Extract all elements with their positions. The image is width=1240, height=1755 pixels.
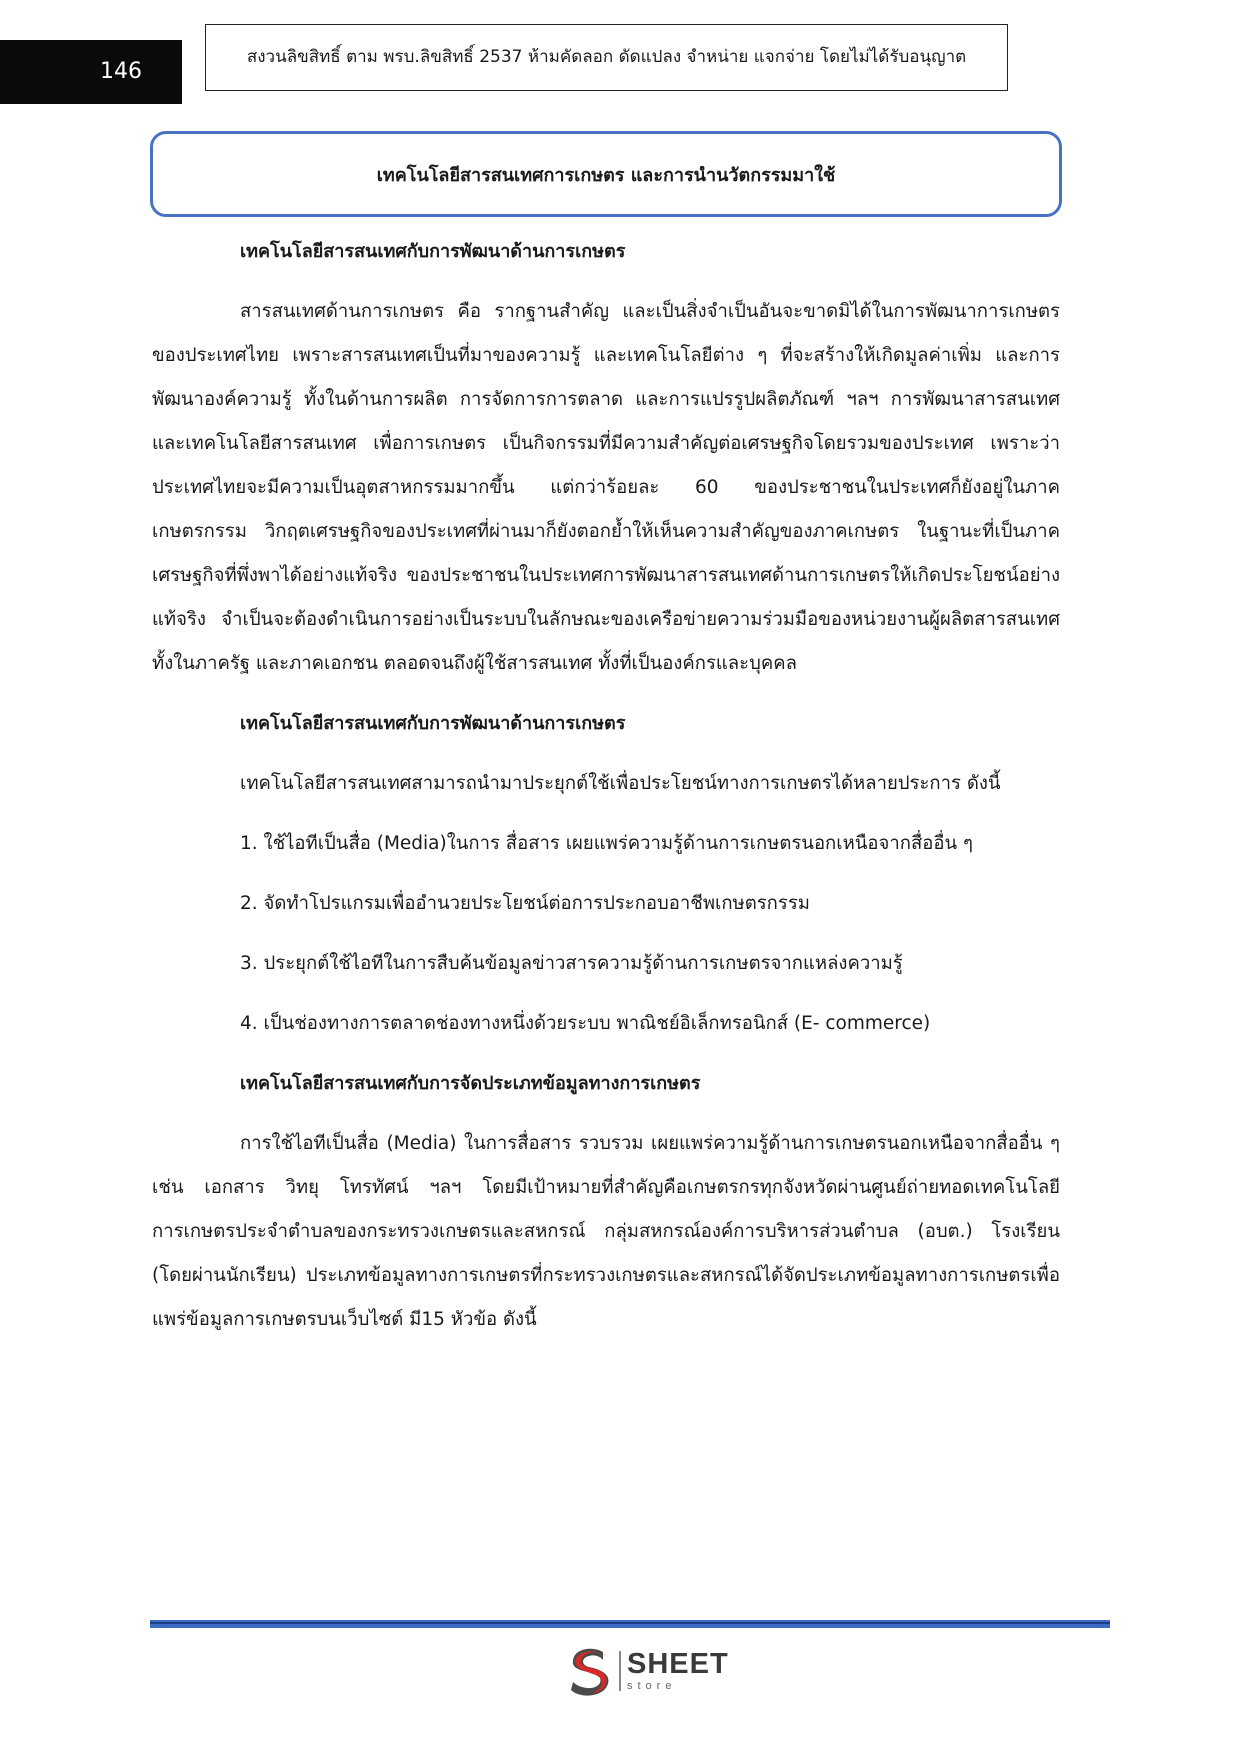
document-body (152, 230, 1060, 1358)
copyright-notice: สงวนลิขสิทธิ์ ตาม พรบ.ลิขสิทธิ์ 2537 ห้ามคัดลอก ดัดแปลง จำหน่าย แจกจ่าย โดยไม่ได้รับอนุญาต (205, 24, 1008, 91)
list-item: 1. ใช้ไอทีเป็นสื่อ (Media)ในการ สื่อสาร เผยแพร่ความรู้ด้านการเกษตรนอกเหนือจากสื่ออื่น ๆ (240, 833, 973, 854)
paragraph: สารสนเทศด้านการเกษตร คือ รากฐานสำคัญ และเป็นสิ่งจำเป็นอันจะขาดมิได้ในการพัฒนาการเกษตรของประเทศไทย เพราะสารสนเทศเป็นที่มาของความรู้ และเทคโนโลยีต่าง ๆ ที่จะสร้างให้เกิดมูลค่าเพิ่ม และการพัฒนาองค์ความรู้ ทั้งในด้านการผลิต การจัดการการตลาด และการแปรรูปผลิตภัณฑ์ ฯลฯ การพัฒนาสารสนเทศ และเทคโนโลยีสารสนเทศ เพื่อการเกษตร เป็นกิจกรรมที่มีความสำคัญต่อเศรษฐกิจโดยรวมของประเทศ เพราะว่าประเทศไทยจะมีความเป็นอุตสาหกรรมมากขึ้น แต่กว่าร้อยละ 60 ของประชาชนในประเทศก็ยังอยู่ในภาคเกษตรกรรม วิกฤตเศรษฐกิจของประเทศที่ผ่านมาก็ยังตอกย้ำให้เห็นความสำคัญของภาคเกษตร ในฐานะที่เป็นภาคเศรษฐกิจที่พึ่งพาได้อย่างแท้จริง ของประชาชนในประเทศการพัฒนาสารสนเทศด้านการเกษตรให้เกิดประโยชน์อย่างแท้จริง จำเป็นจะต้องดำเนินการอย่างเป็นระบบในลักษณะของเครือข่ายความร่วมมือของหน่วยงานผู้ผลิตสารสนเทศทั้งในภาครัฐ และภาคเอกชน ตลอดจนถึงผู้ใช้สารสนเทศ ทั้งที่เป็นองค์กรและบุคคล (152, 301, 1060, 674)
paragraph: เทคโนโลยีสารสนเทศสามารถนำมาประยุกต์ใช้เพื่อประโยชน์ทางการเกษตรได้หลายประการ ดังนี้ (240, 773, 1001, 794)
sheet-store-logo (563, 1642, 743, 1700)
chapter-title-box (150, 131, 1062, 217)
logo-text (627, 1650, 729, 1692)
list-item: 3. ประยุกต์ใช้ไอทีในการสืบค้นข้อมูลข่าวสารความรู้ด้านการเกษตรจากแหล่งความรู้ (240, 953, 903, 974)
sheet-store-s-icon (563, 1644, 617, 1698)
logo-separator (619, 1651, 621, 1691)
page-number: 146 (0, 40, 182, 104)
paragraph: การใช้ไอทีเป็นสื่อ (Media) ในการสื่อสาร รวบรวม เผยแพร่ความรู้ด้านการเกษตรนอกเหนือจากสื่ออื่น ๆ เช่น เอกสาร วิทยุ โทรทัศน์ ฯลฯ โดยมีเป้าหมายที่สำคัญคือเกษตรกรทุกจังหวัดผ่านศูนย์ถ่ายทอดเทคโนโลยีการเกษตรประจำตำบลของกระทรวงเกษตรและสหกรณ์ กลุ่มสหกรณ์องค์การบริหารส่วนตำบล (อบต.) โรงเรียน (โดยผ่านนักเรียน) ประเภทข้อมูลทางการเกษตรที่กระทรวงเกษตรและสหกรณ์ได้จัดประเภทข้อมูลทางการเกษตรเพื่อแพร่ข้อมูลการเกษตรบนเว็บไซต์ มี15 หัวข้อ ดังนี้ (152, 1133, 1060, 1330)
list-item: 2. จัดทำโปรแกรมเพื่ออำนวยประโยชน์ต่อการประกอบอาชีพเกษตรกรรม (240, 893, 810, 914)
footer-divider (150, 1620, 1110, 1628)
logo-word: SHEET (627, 1648, 729, 1680)
chapter-title: เทคโนโลยีสารสนเทศการเกษตร และการนำนวัตกรรมมาใช้ (376, 164, 836, 186)
section-heading: เทคโนโลยีสารสนเทศกับการพัฒนาด้านการเกษตร (240, 241, 626, 262)
section-heading: เทคโนโลยีสารสนเทศกับการจัดประเภทข้อมูลทางการเกษตร (240, 1073, 701, 1094)
logo-subtitle: store (627, 1680, 677, 1692)
section-heading: เทคโนโลยีสารสนเทศกับการพัฒนาด้านการเกษตร (240, 713, 626, 734)
list-item: 4. เป็นช่องทางการตลาดช่องทางหนึ่งด้วยระบบ พาณิชย์อิเล็กทรอนิกส์ (E- commerce) (240, 1013, 931, 1034)
